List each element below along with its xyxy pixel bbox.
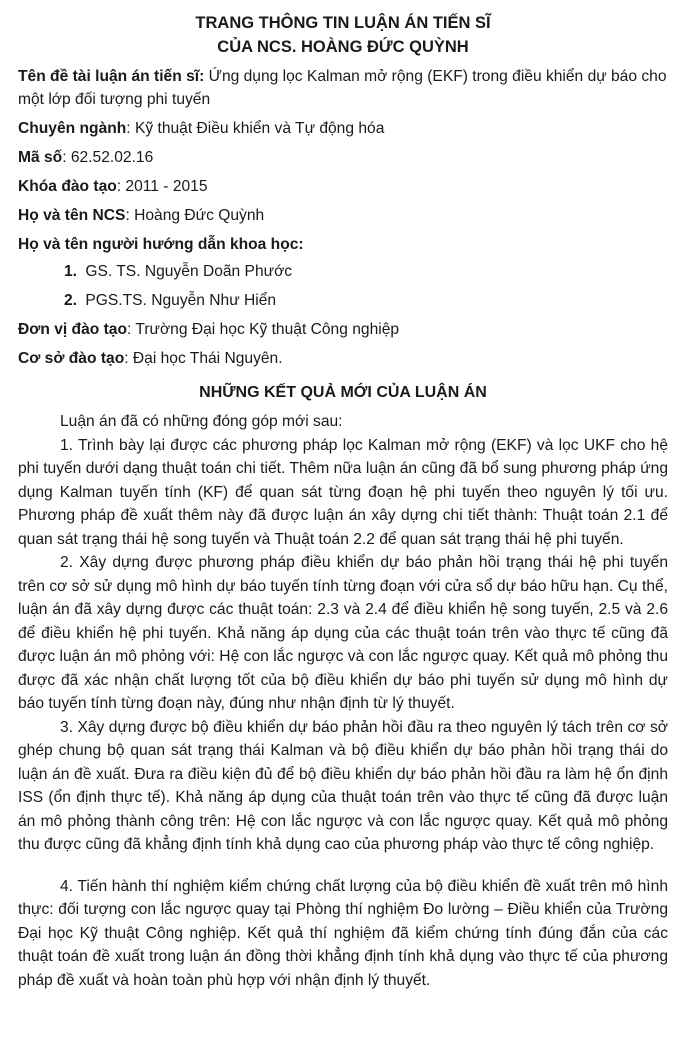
major-value: : Kỹ thuật Điều khiển và Tự động hóa	[126, 120, 385, 137]
results-body	[18, 410, 668, 992]
facility-row	[18, 347, 668, 370]
course-label: Khóa đào tạo	[18, 178, 117, 195]
result-paragraph: 4. Tiến hành thí nghiệm kiểm chứng chất lượng của bộ điều khiển đề xuất trên mô hình thực: đối tượng con lắc ngược quay tại Phòng thí nghiệm Đo lường – Điều khiển của Trường Đại học Kỹ thuật Công nghiệp. Kết quả thí nghiệm đã kiểm chứng tính đúng đắn của các thuật toán đề xuất trong luận án đồng thời khẳng định tính khả dụng vào thực tế của phương pháp đề xuất và hoàn toàn phù hợp với nhận định lý thuyết.	[18, 877, 668, 989]
candidate-label: Họ và tên NCS	[18, 207, 126, 224]
facility-value: : Đại học Thái Nguyên.	[124, 350, 283, 367]
advisor-name: GS. TS. Nguyễn Doãn Phước	[85, 263, 293, 280]
major-row	[18, 117, 668, 140]
page-title: TRANG THÔNG TIN LUẬN ÁN TIẾN SĨ	[195, 14, 491, 32]
thesis-title-value: Ứng dụng lọc Kalman mở rộng (EKF) trong điều khiển dự báo cho một lớp đối tượng phi tuyến	[18, 68, 667, 108]
result-paragraph: 3. Xây dựng được bộ điều khiển dự báo phản hồi đầu ra theo nguyên lý tách trên cơ sở ghép chung bộ quan sát trạng thái Kalman và bộ điều khiển dự báo phản hồi trạng thái do luận án đề xuất. Đưa ra điều kiện đủ để bộ điều khiển dự báo phản hồi đầu ra làm hệ ổn định ISS (ổn định thực tế). Khả năng áp dụng của thuật toán trên vào thực tế cũng đã được luận án mô phỏng thành công trên: Hệ con lắc ngược và con lắc ngược quay. Kết quả mô phỏng thu được cũng đã khẳng định tính khả dụng cao của phương pháp vào thực tế công nghiệp.	[18, 718, 668, 853]
advisor-item	[18, 289, 668, 312]
thesis-title-label: Tên đề tài luận án tiến sĩ:	[18, 68, 205, 85]
course-row	[18, 175, 668, 198]
code-row	[18, 146, 668, 169]
candidate-value: : Hoàng Đức Quỳnh	[125, 207, 265, 224]
course-value: : 2011 - 2015	[116, 178, 208, 195]
page-subtitle: CỦA NCS. HOÀNG ĐỨC QUỲNH	[217, 38, 469, 56]
results-intro: Luận án đã có những đóng góp mới sau:	[60, 413, 343, 430]
code-value: : 62.52.02.16	[62, 149, 154, 166]
unit-row	[18, 318, 668, 341]
advisors-row	[18, 233, 668, 256]
advisors-label: Họ và tên người hướng dẫn khoa học:	[18, 236, 304, 253]
advisor-number: 1.	[64, 263, 78, 280]
advisor-number: 2.	[64, 292, 78, 309]
advisor-item	[18, 260, 668, 283]
code-label: Mã số	[18, 149, 63, 166]
thesis-title-row	[18, 65, 668, 111]
candidate-row	[18, 204, 668, 227]
result-paragraph: 2. Xây dựng được phương pháp điều khiển dự báo phản hồi trạng thái hệ phi tuyến trên cơ sở sử dụng mô hình dự báo tuyến tính từng đoạn với cửa sổ dự báo hữu hạn. Cụ thể, luận án đã xây dựng được các thuật toán: 2.3 và 2.4 để điều khiển hệ song tuyến, 2.5 và 2.6 để điều khiển hệ phi tuyến. Khả năng áp dụng của các thuật toán trên vào thực tế cũng đã được luận án mô phỏng với: Hệ con lắc ngược và con lắc ngược quay. Kết quả mô phỏng thu được đã xác nhận chất lượng tốt của bộ điều khiển dự báo phi tuyến sử dụng mô hình dự báo tuyến tính từng đoạn này, đúng như nhận định từ lý thuyết.	[18, 554, 668, 712]
advisor-name: PGS.TS. Nguyễn Như Hiển	[85, 292, 277, 309]
unit-label: Đơn vị đào tạo	[18, 321, 127, 338]
major-label: Chuyên ngành	[18, 120, 127, 137]
results-heading: NHỮNG KẾT QUẢ MỚI CỦA LUẬN ÁN	[199, 384, 487, 401]
facility-label: Cơ sở đào tạo	[18, 350, 125, 367]
thesis-info	[18, 65, 668, 370]
unit-value: : Trường Đại học Kỹ thuật Công nghiệp	[127, 321, 400, 338]
result-paragraph: 1. Trình bày lại được các phương pháp lọc Kalman mở rộng (EKF) và lọc UKF cho hệ phi tuyến dưới dạng thuật toán chi tiết. Thêm nữa luận án cũng đã bổ sung phương pháp ứng dụng Kalman tuyến tính (KF) để quan sát từng đoạn hệ phi tuyến theo nguyên lý tối ưu. Phương pháp đề xuất thêm này đã được luận án xây dựng chi tiết thành: Thuật toán 2.1 để quan sát trạng thái hệ song tuyến và Thuật toán 2.2 để quan sát trạng thái hệ phi tuyến.	[18, 436, 668, 548]
advisors-list	[18, 260, 668, 312]
